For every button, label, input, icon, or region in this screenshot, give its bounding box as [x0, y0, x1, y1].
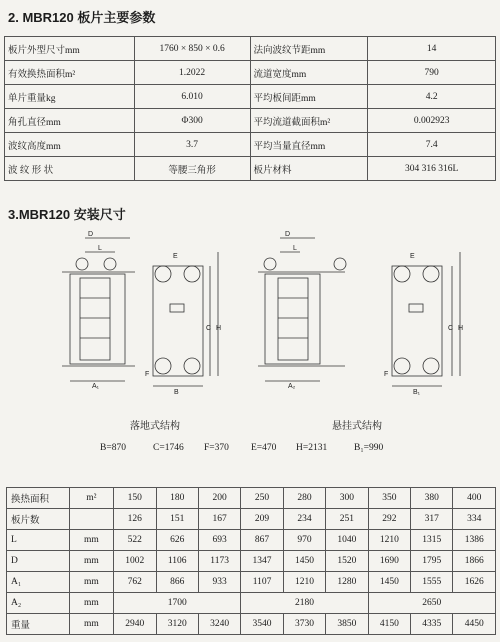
svg-text:B: B: [174, 389, 179, 396]
caption-floor-type: 落地式结构: [130, 421, 180, 432]
param: B=870: [100, 443, 126, 453]
table-cell: 300: [326, 488, 368, 509]
table-row: [7, 572, 496, 593]
table-cell: 1450: [368, 572, 410, 593]
table-cell: 换热面积: [7, 488, 70, 509]
table-cell: 1210: [283, 572, 325, 593]
svg-text:E: E: [410, 253, 415, 260]
table-cell: 14: [368, 37, 496, 61]
table-cell: [69, 509, 113, 530]
table-cell: 522: [114, 530, 156, 551]
table-cell: 平均板间距mm: [250, 85, 368, 109]
plate-params-table: [4, 36, 496, 181]
table-cell: 1626: [453, 572, 496, 593]
svg-text:D: D: [88, 231, 94, 238]
table-cell: 866: [156, 572, 198, 593]
table-cell: 法向波纹节距mm: [250, 37, 368, 61]
table-cell: 1040: [326, 530, 368, 551]
table-cell: 3850: [326, 614, 368, 635]
param: H=2131: [296, 443, 328, 453]
svg-text:F: F: [145, 371, 150, 378]
table-row: [7, 509, 496, 530]
table-cell: mm: [69, 614, 113, 635]
table-cell: 1555: [411, 572, 453, 593]
table-cell: 970: [283, 530, 325, 551]
table-cell: 1002: [114, 551, 156, 572]
installation-drawings: [0, 226, 500, 398]
table-cell: 400: [453, 488, 496, 509]
table-cell: 209: [241, 509, 283, 530]
table-cell: 1107: [241, 572, 283, 593]
table-row: [5, 37, 496, 61]
table-cell: mm: [69, 551, 113, 572]
svg-text:C: C: [206, 325, 212, 332]
table-cell: 126: [114, 509, 156, 530]
table-row: [7, 593, 496, 614]
param: E=470: [251, 443, 277, 453]
table-row: [7, 551, 496, 572]
table-cell: 3730: [283, 614, 325, 635]
table-cell: 6.010: [134, 85, 250, 109]
svg-text:C: C: [448, 325, 454, 332]
table-cell: 292: [368, 509, 410, 530]
table-cell: 1.2022: [134, 61, 250, 85]
caption-hanging-type: 悬挂式结构: [332, 421, 382, 432]
table-cell: 790: [368, 61, 496, 85]
table-cell: 2940: [114, 614, 156, 635]
table-cell: 234: [283, 509, 325, 530]
table-cell: 1315: [411, 530, 453, 551]
table-cell: 150: [114, 488, 156, 509]
table-row: [5, 157, 496, 181]
param: B₁=990: [354, 443, 384, 453]
table-cell: 等腰三角形: [134, 157, 250, 181]
table-cell: 有效换热面积m²: [5, 61, 135, 85]
table-cell: 1347: [241, 551, 283, 572]
table-cell: 867: [241, 530, 283, 551]
table-cell: 重量: [7, 614, 70, 635]
table-cell: 板片材料: [250, 157, 368, 181]
table-cell: 角孔直径mm: [5, 109, 135, 133]
table-cell: mm: [69, 593, 113, 614]
svg-text:E: E: [173, 253, 178, 260]
table-cell: 1210: [368, 530, 410, 551]
table-cell: 304 316 316L: [368, 157, 496, 181]
section-title-plate-params: 2. MBR120 板片主要参数: [8, 10, 156, 25]
table-cell: 4335: [411, 614, 453, 635]
param: F=370: [204, 443, 229, 453]
svg-text:L: L: [293, 245, 297, 252]
table-cell: 350: [368, 488, 410, 509]
table-row: [7, 614, 496, 635]
table-cell: 200: [198, 488, 240, 509]
table-cell: 3540: [241, 614, 283, 635]
table-cell: 180: [156, 488, 198, 509]
table-cell: 4150: [368, 614, 410, 635]
table-cell: 3240: [198, 614, 240, 635]
table-cell: 1386: [453, 530, 496, 551]
table-cell: 933: [198, 572, 240, 593]
table-row: [5, 61, 496, 85]
table-row: [5, 133, 496, 157]
table-cell: 0.002923: [368, 109, 496, 133]
table-cell: 7.4: [368, 133, 496, 157]
table-cell: A₂: [7, 593, 70, 614]
svg-text:D: D: [285, 231, 291, 238]
table-cell: 380: [411, 488, 453, 509]
table-cell: 1795: [411, 551, 453, 572]
section-title-install: 3.MBR120 安装尺寸: [8, 207, 126, 222]
spec-table: [6, 487, 496, 635]
table-cell: 151: [156, 509, 198, 530]
table-cell: 4.2: [368, 85, 496, 109]
param: C=1746: [153, 443, 184, 453]
table-cell: 平均流道截面积m²: [250, 109, 368, 133]
table-cell: 1450: [283, 551, 325, 572]
table-row: [5, 109, 496, 133]
table-cell: Φ300: [134, 109, 250, 133]
table-cell: mm: [69, 572, 113, 593]
table-cell: 单片重量kg: [5, 85, 135, 109]
svg-text:L: L: [98, 245, 102, 252]
table-cell: 4450: [453, 614, 496, 635]
table-cell: 平均当量直径mm: [250, 133, 368, 157]
table-cell: 317: [411, 509, 453, 530]
table-cell: 1520: [326, 551, 368, 572]
table-cell: 3.7: [134, 133, 250, 157]
table-row: [7, 488, 496, 509]
svg-text:H: H: [216, 325, 222, 332]
table-cell: 3120: [156, 614, 198, 635]
table-cell: 762: [114, 572, 156, 593]
table-cell: 626: [156, 530, 198, 551]
table-cell: 1690: [368, 551, 410, 572]
table-cell: 334: [453, 509, 496, 530]
svg-text:B₁: B₁: [413, 389, 421, 396]
table-cell: mm: [69, 530, 113, 551]
table-cell: 1700: [114, 593, 241, 614]
table-cell: 1866: [453, 551, 496, 572]
table-cell: 1106: [156, 551, 198, 572]
table-cell: A₁: [7, 572, 70, 593]
table-cell: 板片外型尺寸mm: [5, 37, 135, 61]
svg-text:A₁: A₁: [92, 383, 100, 390]
table-cell: 693: [198, 530, 240, 551]
table-cell: 板片数: [7, 509, 70, 530]
table-row: [7, 530, 496, 551]
table-cell: 流道宽度mm: [250, 61, 368, 85]
svg-text:H: H: [458, 325, 464, 332]
table-cell: 波纹高度mm: [5, 133, 135, 157]
svg-text:A₂: A₂: [288, 383, 296, 390]
svg-text:F: F: [384, 371, 389, 378]
table-cell: 1280: [326, 572, 368, 593]
table-cell: 251: [326, 509, 368, 530]
table-cell: 167: [198, 509, 240, 530]
table-cell: 1173: [198, 551, 240, 572]
table-cell: D: [7, 551, 70, 572]
table-cell: 250: [241, 488, 283, 509]
table-cell: 280: [283, 488, 325, 509]
table-cell: L: [7, 530, 70, 551]
table-cell: m²: [69, 488, 113, 509]
table-cell: 2650: [368, 593, 495, 614]
table-cell: 2180: [241, 593, 368, 614]
table-cell: 1760 × 850 × 0.6: [134, 37, 250, 61]
table-row: [5, 85, 496, 109]
table-cell: 波 纹 形 状: [5, 157, 135, 181]
